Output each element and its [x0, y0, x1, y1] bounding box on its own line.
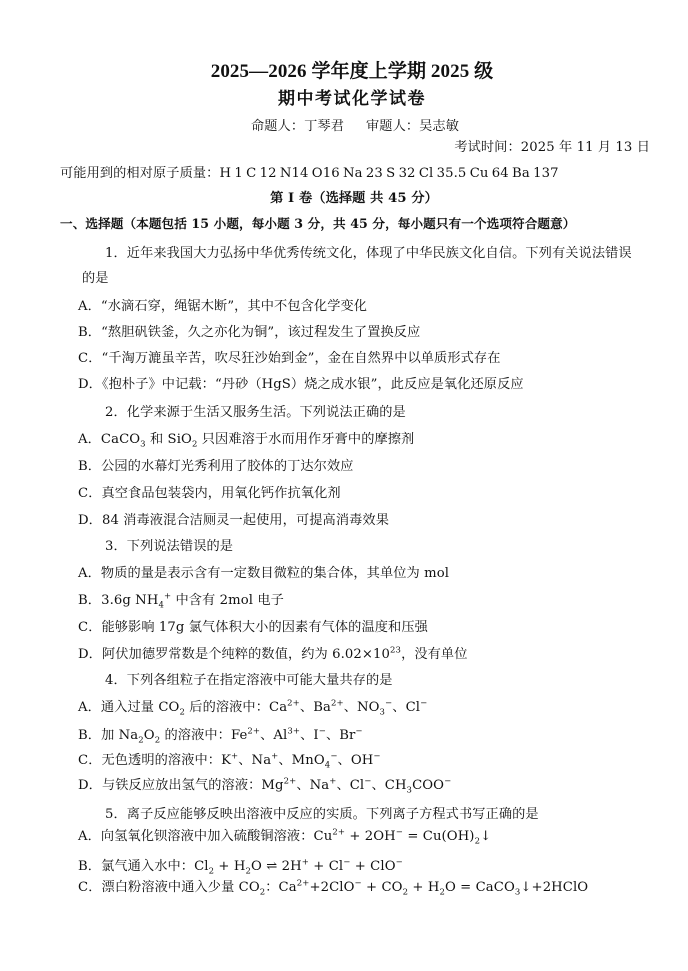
author-line — [0, 118, 688, 136]
q5-option-c: C．漂白粉溶液中通入少量 $CO_2$：$Ca^{2+}+2ClO^- + CO_2 + H_2O$ = CaCO$_3$↓+2HClO — [78, 878, 589, 898]
atomic-masses: 可能用到的相对原子质量：H 1 C 12 N14 O16 Na 23 S 32 Cl 35.5 Cu 64 Ba 137 — [60, 166, 559, 181]
part1-heading: 第 I 卷（选择题 共 45 分） — [270, 191, 438, 206]
q1-option-c: C．“千淘万漉虽辛苦，吹尽狂沙始到金”，金在自然界中以单质形式存在 — [78, 351, 501, 366]
q4-option-d: D．与铁反应放出氢气的溶液：$Mg^{2+}$、Na+、Cl−、$CH_3COO^-$ — [78, 776, 452, 796]
q5-option-b: B．氯气通入水中：$Cl_2 + H_2O$ ⇌ 2H+ + Cl− + ClO− — [78, 857, 403, 877]
q1-option-d: D．《抱朴子》中记载：“丹砂（HgS）烧之成水银”，此反应是氧化还原反应 — [78, 377, 524, 392]
q3-option-a: A．物质的量是表示含有一定数目微粒的集合体，其单位为 mol — [78, 566, 450, 581]
q1-stem: 1．近年来我国大力弘扬中华优秀传统文化，体现了中华民族文化自信。下列有关说法错误 — [105, 246, 632, 261]
q2-option-b: B．公园的水幕灯光秀利用了胶体的丁达尔效应 — [78, 459, 354, 474]
q4-option-c: C．无色透明的溶液中：K+、Na+、MnO$_4$−、OH− — [78, 751, 381, 771]
q1-option-b: B．“熬胆矾铁釜，久之亦化为铜”，该过程发生了置换反应 — [78, 325, 421, 340]
q2-option-a: A．CaCO$_3$ 和 SiO$_2$ 只因难溶于水而用作牙膏中的摩擦剂 — [78, 432, 415, 450]
q2-option-c: C．真空食品包装袋内，用氧化钙作抗氧化剂 — [78, 486, 341, 501]
exam-time: 考试时间：2025 年 11 月 13 日 — [454, 140, 650, 155]
q5-option-a: A．向氢氧化钡溶液中加入硫酸铜溶液：$Cu^{2+} + 2OH^-$ = $Cu(OH)_2↓$ — [78, 827, 492, 847]
reviewer-label: 审题人：吴志敏 — [366, 119, 460, 134]
exam-subtitle: 期中考试化学试卷 — [278, 89, 426, 109]
q1-option-a: A．“水滴石穿，绳锯木断”，其中不包含化学变化 — [78, 299, 368, 314]
q5-stem: 5．离子反应能够反映出溶液中反应的实质。下列离子方程式书写正确的是 — [105, 807, 539, 822]
q2-stem: 2．化学来源于生活又服务生活。下列说法正确的是 — [105, 405, 406, 420]
q3-stem: 3．下列说法错误的是 — [105, 539, 234, 554]
section-heading: 一、选择题（本题包括 15 小题，每小题 3 分，共 45 分，每小题只有一个选项符合题意） — [60, 216, 576, 231]
q4-stem: 4．下列各组粒子在指定溶液中可能大量共存的是 — [105, 673, 393, 688]
q3-option-b: B．3.6g $NH_4^+$ 中含有 2mol 电子 — [78, 591, 284, 611]
q4-option-a: A．通入过量 $CO_2$ 后的溶液中：$Ca^{2+}$、$Ba^{2+}$、$NO_3^-$、Cl− — [78, 698, 428, 718]
q3-option-d: D．阿伏加德罗常数是个纯粹的数值，约为 $6.02\times 10^{23}$，没有单位 — [78, 645, 468, 662]
author-label: 命题人：丁琴君 — [250, 119, 344, 134]
q2-option-d: D．84 消毒液混合洁厕灵一起使用，可提高消毒效果 — [78, 513, 389, 528]
q3-option-c: C．能够影响 17g 氯气体积大小的因素有气体的温度和压强 — [78, 620, 428, 635]
q4-option-b: B．加 $Na_2O_2$ 的溶液中：$Fe^{2+}$、$Al^{3+}$、I−、Br− — [78, 726, 363, 746]
q1-stem-cont: 的是 — [82, 271, 109, 286]
exam-title: 2025—2026 学年度上学期 2025 级 — [210, 61, 494, 82]
